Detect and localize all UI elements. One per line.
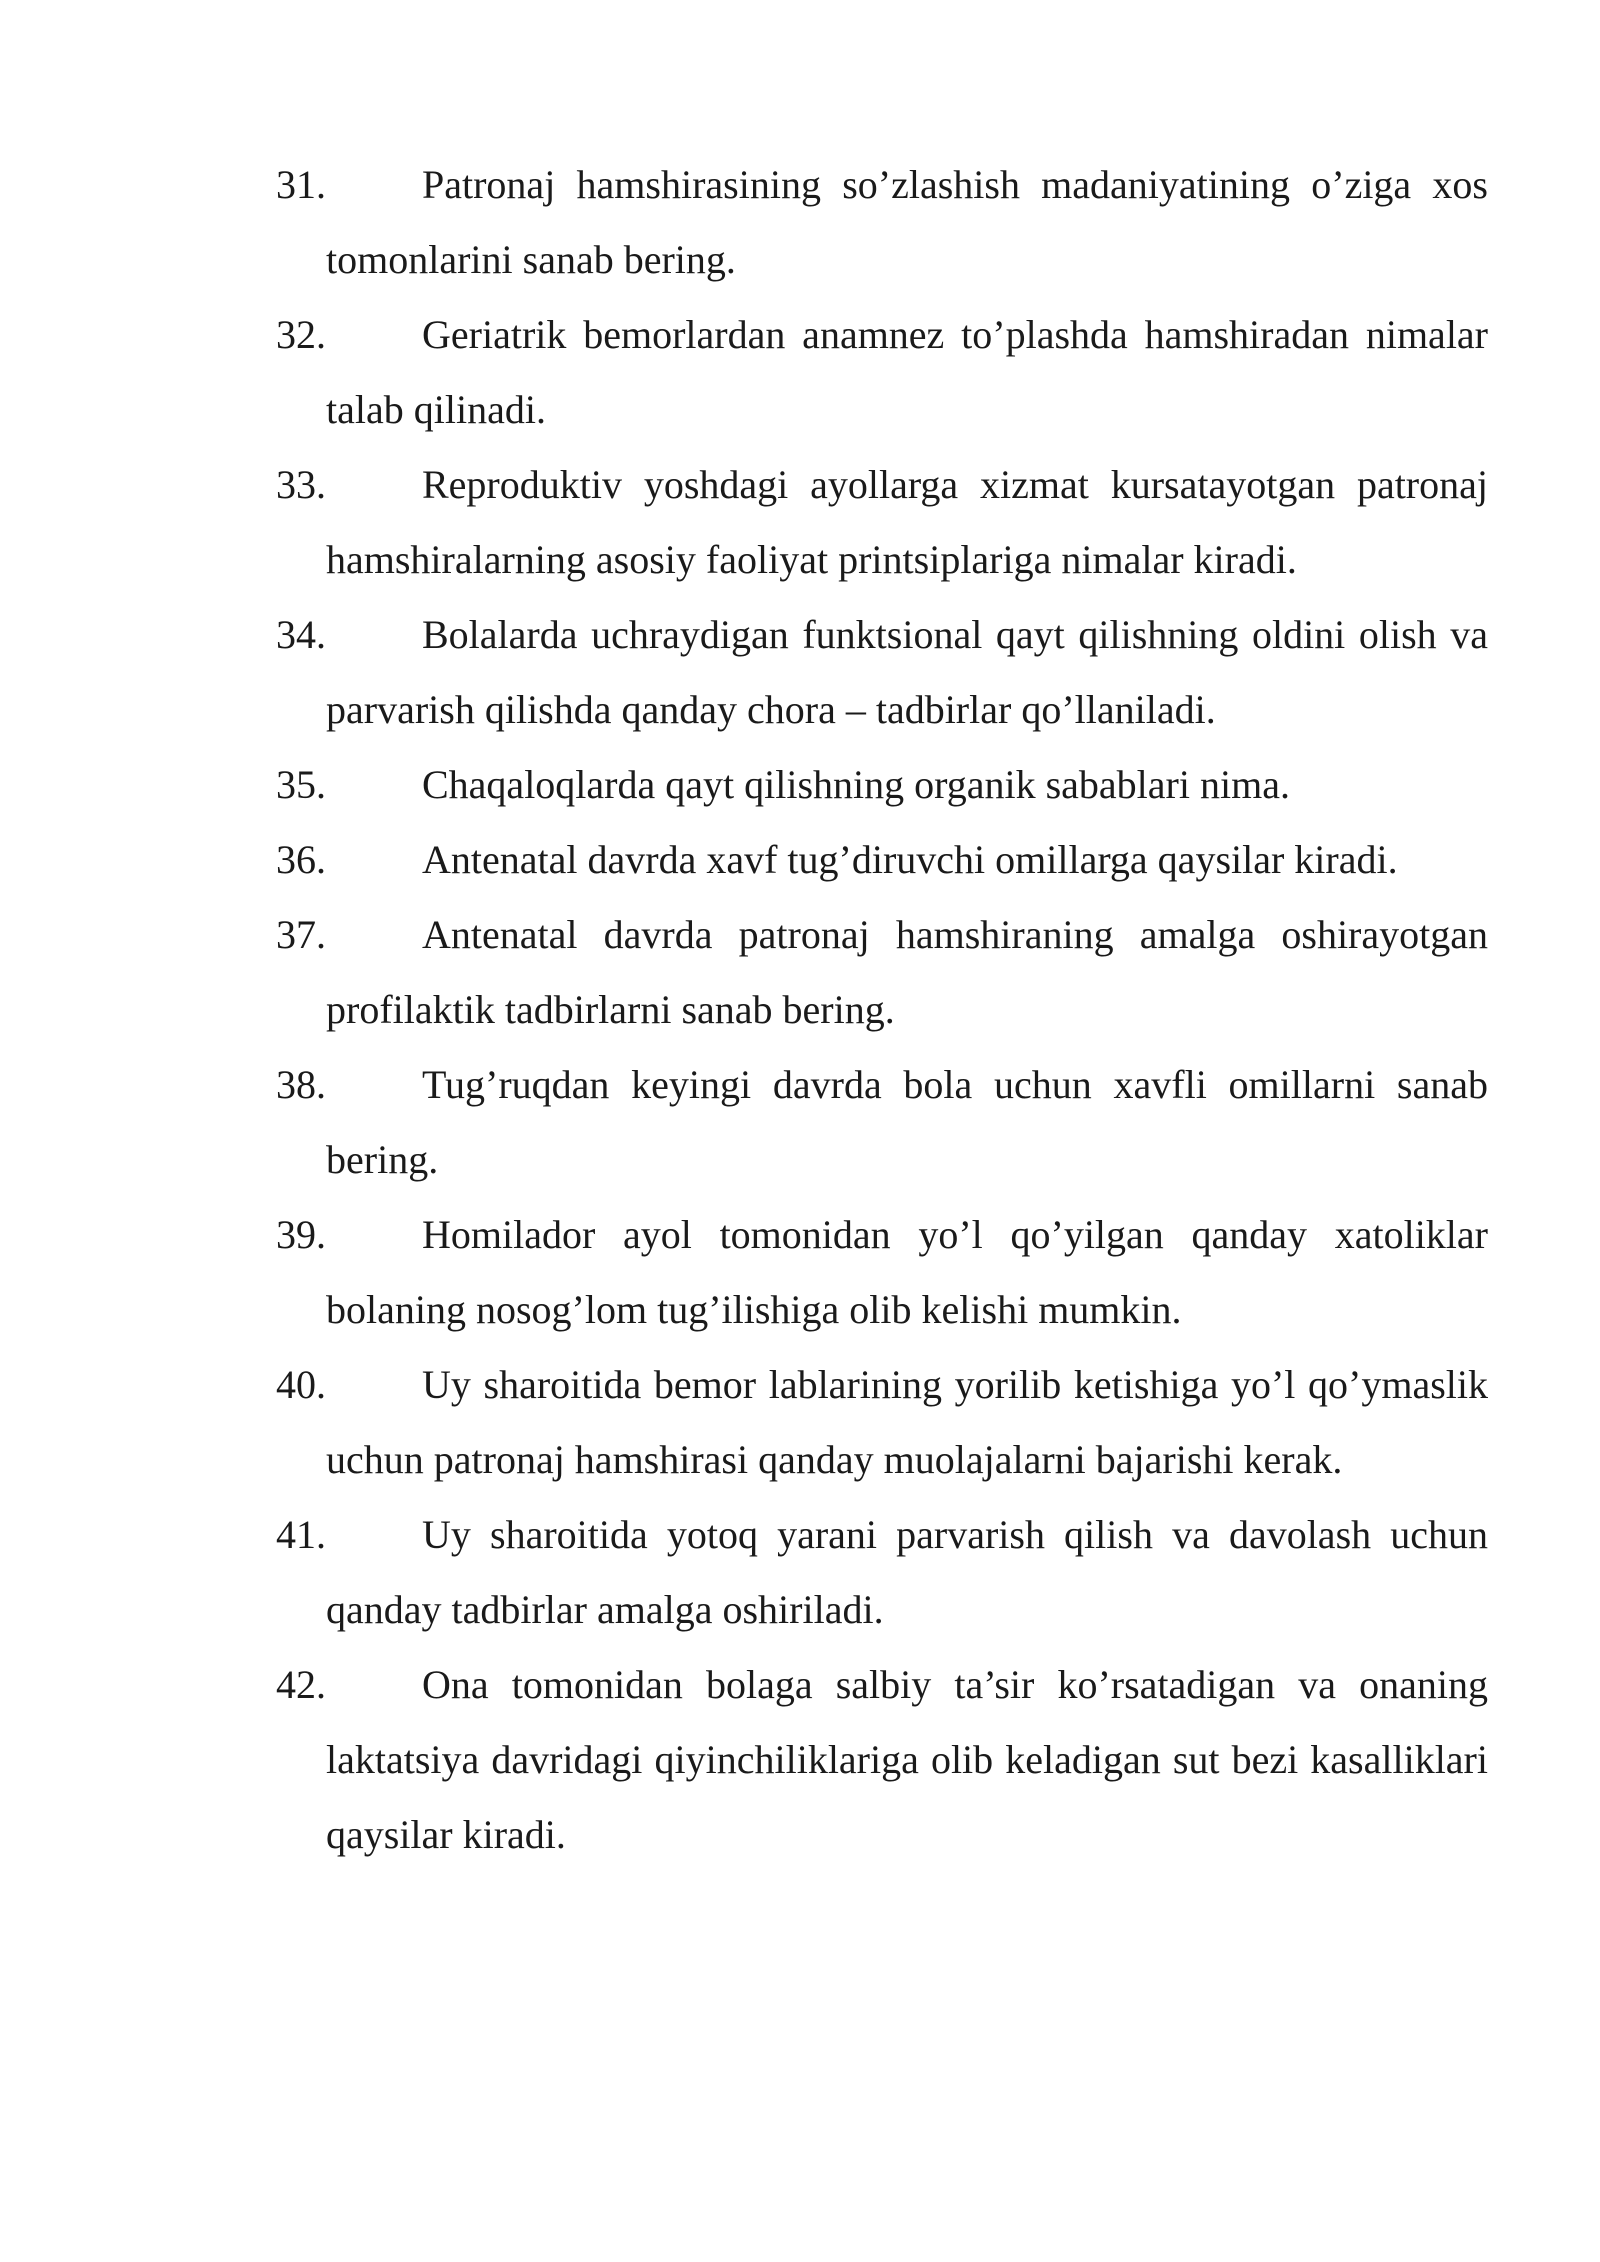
question-number: 35.: [276, 762, 326, 807]
question-text: Chaqaloqlarda qayt qilishning organik sabablari nima.: [422, 762, 1290, 807]
question-number: 31.: [276, 162, 326, 207]
question-text: Antenatal davrda xavf tug’diruvchi omillarga qaysilar kiradi.: [422, 837, 1398, 882]
question-number: 38.: [276, 1062, 326, 1107]
question-item: [276, 897, 1488, 1047]
question-list: [276, 147, 1488, 1872]
question-text: Ona tomonidan bolaga salbiy ta’sir ko’rsatadigan va onaning laktatsiya davridagi qiyinchiliklariga olib keladigan sut bezi kasalliklari qaysilar kiradi.: [326, 1662, 1488, 1857]
question-number: 39.: [276, 1212, 326, 1257]
question-text: Uy sharoitida yotoq yarani parvarish qilish va davolash uchun qanday tadbirlar amalga oshiriladi.: [326, 1512, 1488, 1632]
question-number: 33.: [276, 462, 326, 507]
question-number: 40.: [276, 1362, 326, 1407]
question-text: Geriatrik bemorlardan anamnez to’plashda hamshiradan nimalar talab qilinadi.: [326, 312, 1488, 432]
question-item: [276, 1647, 1488, 1872]
question-text: Antenatal davrda patronaj hamshiraning amalga oshirayotgan profilaktik tadbirlarni sanab bering.: [326, 912, 1488, 1032]
question-item: [276, 147, 1488, 297]
question-item: [276, 1497, 1488, 1647]
question-text: Reproduktiv yoshdagi ayollarga xizmat kursatayotgan patronaj hamshiralarning asosiy faoliyat printsiplariga nimalar kiradi.: [326, 462, 1488, 582]
question-item: [276, 1047, 1488, 1197]
question-item: [276, 1197, 1488, 1347]
question-item: [276, 747, 1488, 822]
question-item: [276, 1347, 1488, 1497]
question-text: Uy sharoitida bemor lablarining yorilib ketishiga yo’l qo’ymaslik uchun patronaj hamshirasi qanday muolajalarni bajarishi kerak.: [326, 1362, 1488, 1482]
question-number: 37.: [276, 912, 326, 957]
question-number: 36.: [276, 837, 326, 882]
question-number: 42.: [276, 1662, 326, 1707]
question-number: 32.: [276, 312, 326, 357]
question-text: Homilador ayol tomonidan yo’l qo’yilgan qanday xatoliklar bolaning nosog’lom tug’ilishiga olib kelishi mumkin.: [326, 1212, 1488, 1332]
question-number: 41.: [276, 1512, 326, 1557]
question-text: Tug’ruqdan keyingi davrda bola uchun xavfli omillarni sanab bering.: [326, 1062, 1488, 1182]
question-item: [276, 297, 1488, 447]
question-item: [276, 447, 1488, 597]
question-text: Patronaj hamshirasining so’zlashish madaniyatining o’ziga xos tomonlarini sanab bering.: [326, 162, 1488, 282]
question-number: 34.: [276, 612, 326, 657]
question-item: [276, 822, 1488, 897]
question-item: [276, 597, 1488, 747]
question-text: Bolalarda uchraydigan funktsional qayt qilishning oldini olish va parvarish qilishda qanday chora – tadbirlar qo’llaniladi.: [326, 612, 1488, 732]
